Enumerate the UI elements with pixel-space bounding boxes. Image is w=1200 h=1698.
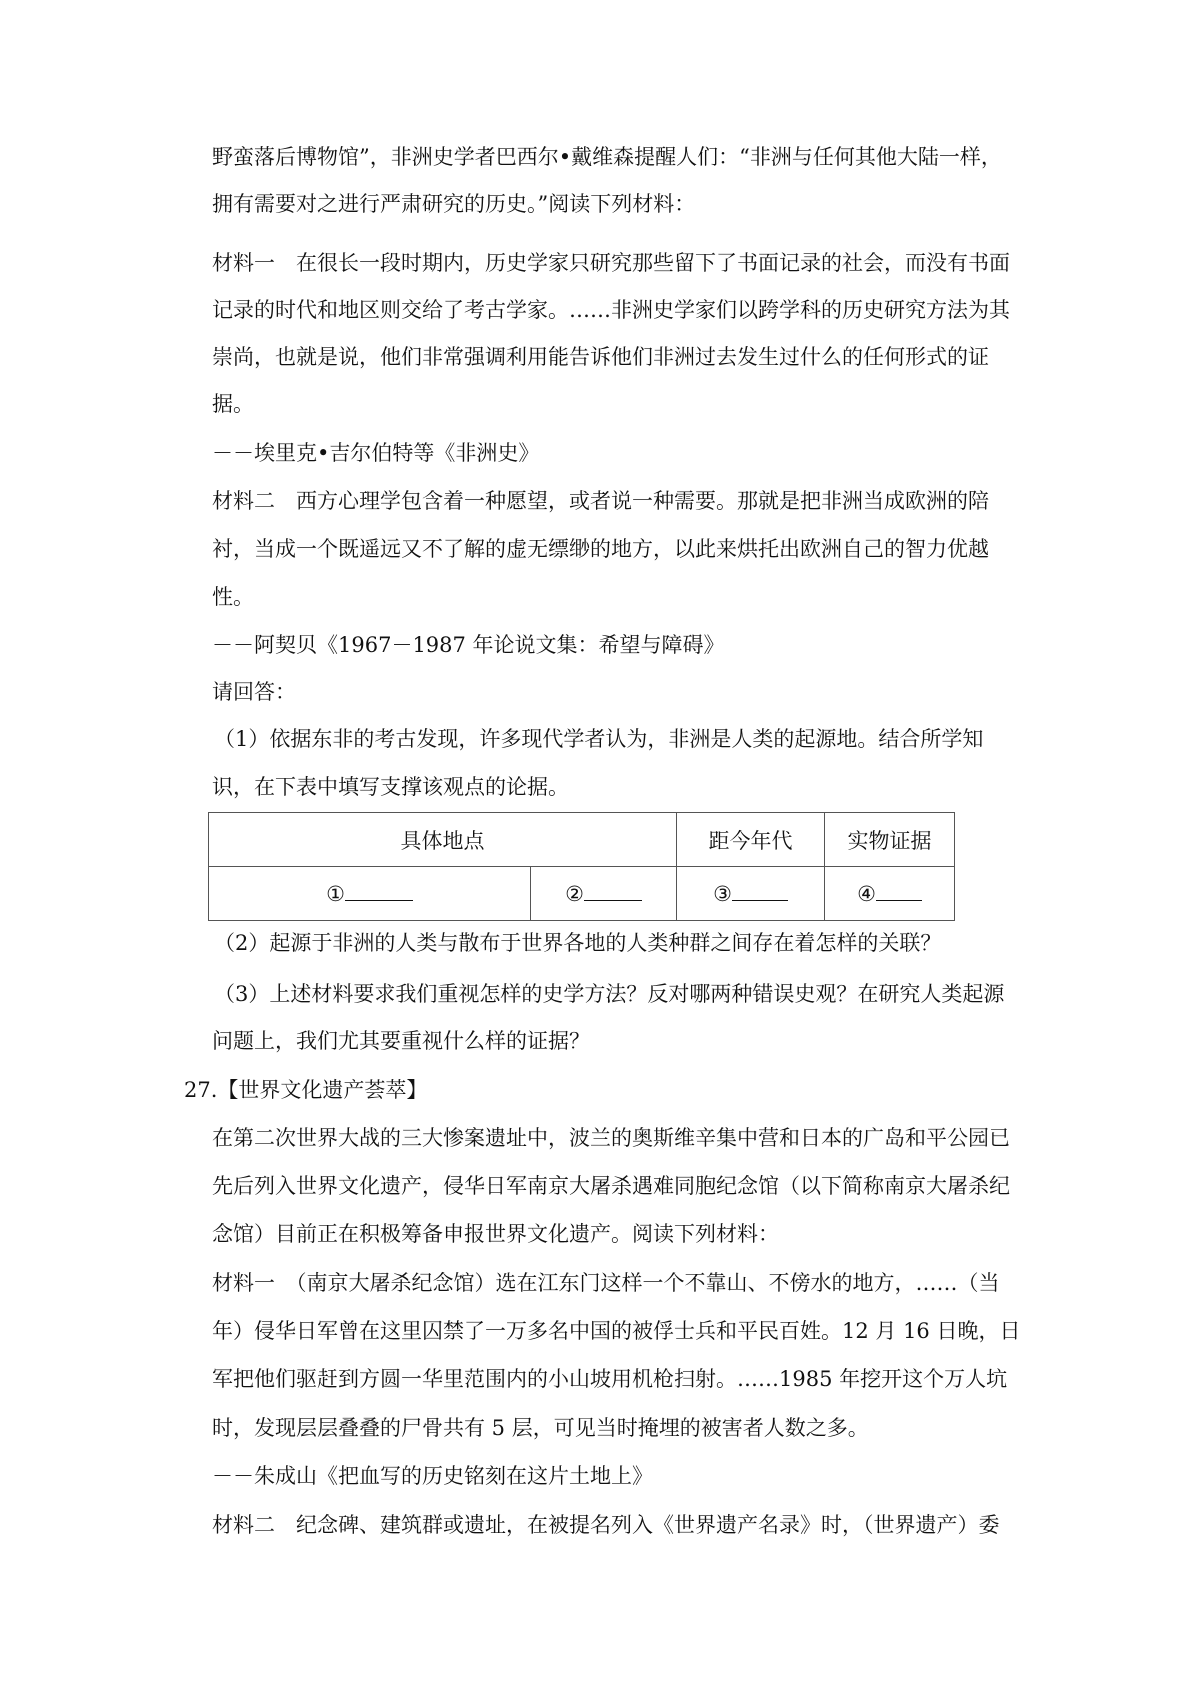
answer-blank[interactable] [732, 900, 788, 901]
text-line: 先后列入世界文化遗产，侵华日军南京大屠杀遇难同胞纪念馆（以下简称南京大屠杀纪 [212, 1174, 1010, 1198]
text-line: 崇尚，也就是说，他们非常强调利用能告诉他们非洲过去发生过什么的任何形式的证 [212, 345, 989, 369]
question-1: （1）依据东非的考古发现，许多现代学者认为，非洲是人类的起源地。结合所学知 [214, 727, 984, 751]
blank-cell-4 [825, 867, 955, 921]
material-2-label: 材料二 西方心理学包含着一种愿望，或者说一种需要。那就是把非洲当成欧洲的陪 [212, 489, 989, 513]
text-line: 拥有需要对之进行严肃研究的历史。”阅读下列材料： [212, 192, 696, 216]
source-citation: －－阿契贝《1967－1987 年论说文集：希望与障碍》 [212, 633, 725, 657]
prompt-label: 请回答： [212, 680, 296, 704]
text-line: 时，发现层层叠叠的尸骨共有 5 层，可见当时掩埋的被害者人数之多。 [212, 1416, 869, 1440]
material-1-label: 材料一 （南京大屠杀纪念馆）选在江东门这样一个不靠山、不傍水的地方，……（当 [212, 1271, 1000, 1295]
evidence-table [208, 812, 955, 921]
text-line: 在第二次世界大战的三大惨案遗址中，波兰的奥斯维辛集中营和日本的广岛和平公园已 [212, 1126, 1010, 1150]
table-header-row [209, 813, 955, 867]
text-line: 问题上，我们尤其要重视什么样的证据？ [212, 1029, 590, 1053]
header-evidence: 实物证据 [825, 813, 955, 867]
text-line: 性。 [212, 585, 254, 609]
text-line: 年）侵华日军曾在这里囚禁了一万多名中国的被俘士兵和平民百姓。12 月 16 日晚，日 [212, 1319, 1021, 1343]
header-age: 距今年代 [677, 813, 825, 867]
blank-cell-3 [677, 867, 825, 921]
text-line: 念馆）目前正在积极筹备申报世界文化遗产。阅读下列材料： [212, 1222, 779, 1246]
text-line: 识，在下表中填写支撑该观点的论据。 [212, 775, 569, 799]
question-3: （3）上述材料要求我们重视怎样的史学方法？反对哪两种错误史观？在研究人类起源 [214, 982, 1005, 1006]
answer-blank[interactable] [876, 900, 922, 901]
blank-number: ② [565, 881, 584, 906]
material-2-label: 材料二 纪念碑、建筑群或遗址，在被提名列入《世界遗产名录》时，（世界遗产）委 [212, 1513, 1000, 1537]
text-line: 记录的时代和地区则交给了考古学家。……非洲史学家们以跨学科的历史研究方法为其 [212, 298, 1010, 322]
question-2: （2）起源于非洲的人类与散布于世界各地的人类种群之间存在着怎样的关联？ [214, 931, 942, 955]
source-citation: －－埃里克•吉尔伯特等《非洲史》 [212, 441, 540, 465]
blank-number: ④ [857, 881, 876, 906]
blank-number: ③ [713, 881, 732, 906]
blank-cell-2 [531, 867, 677, 921]
text-line: 军把他们驱赶到方圆一华里范围内的小山坡用机枪扫射。……1985 年挖开这个万人坑 [212, 1367, 1008, 1391]
answer-blank[interactable] [345, 900, 413, 901]
text-line: 据。 [212, 392, 254, 416]
source-citation: －－朱成山《把血写的历史铭刻在这片土地上》 [212, 1464, 653, 1488]
table-row [209, 867, 955, 921]
text-line: 野蛮落后博物馆”，非洲史学者巴西尔•戴维森提醒人们：“非洲与任何其他大陆一样， [212, 145, 1002, 169]
answer-blank[interactable] [584, 900, 642, 901]
blank-number: ① [326, 881, 345, 906]
question-27-heading: 27.【世界文化遗产荟萃】 [184, 1078, 428, 1102]
header-location: 具体地点 [209, 813, 677, 867]
blank-cell-1 [209, 867, 531, 921]
material-1-label: 材料一 在很长一段时期内，历史学家只研究那些留下了书面记录的社会，而没有书面 [212, 251, 1010, 275]
text-line: 衬，当成一个既遥远又不了解的虚无缥缈的地方，以此来烘托出欧洲自己的智力优越 [212, 537, 989, 561]
